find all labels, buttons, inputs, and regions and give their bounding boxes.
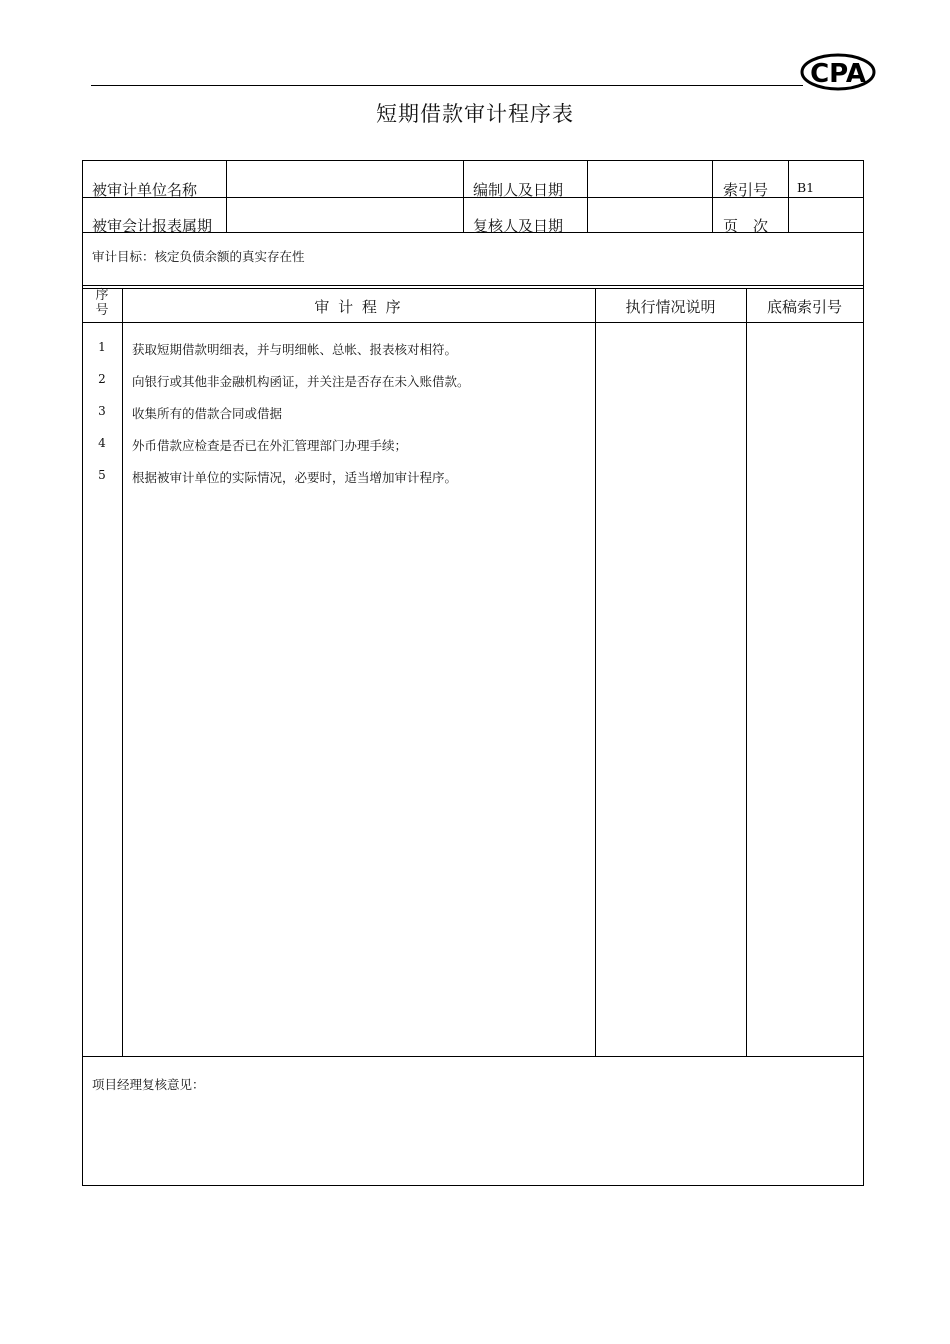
col-divider-procedure [595, 288, 596, 1057]
row-number: 3 [98, 404, 106, 418]
manager-review-label: 项目经理复核意见： [92, 1077, 205, 1092]
svg-text:CPA: CPA [810, 59, 866, 89]
row-number: 2 [98, 372, 106, 386]
header-col-divider-4 [712, 160, 713, 233]
procedure-bottom-divider [82, 1056, 864, 1057]
procedure-step: 根据被审计单位的实际情况，必要时，适当增加审计程序。 [132, 470, 458, 485]
row-number: 1 [98, 340, 106, 354]
header-col-divider-5 [788, 160, 789, 233]
prepared-by-label: 编制人及日期 [473, 181, 564, 199]
col-header-procedure: 审 计 程 序 [314, 298, 403, 316]
header-col-divider-1 [226, 160, 227, 233]
client-name-label: 被审计单位名称 [92, 181, 198, 199]
table-border-bottom [82, 1185, 864, 1186]
col-header-seq-line2: 号 [95, 303, 109, 318]
header-col-divider-3 [587, 160, 588, 233]
index-label: 索引号 [723, 181, 769, 199]
header-col-divider-2 [463, 160, 464, 233]
procedure-step: 外币借款应检查是否已在外汇管理部门办理手续； [132, 438, 408, 453]
audit-objective: 审计目标：核定负债余额的真实存在性 [92, 249, 305, 264]
row-number: 4 [98, 436, 106, 450]
col-header-execution: 执行情况说明 [625, 298, 716, 316]
cpa-logo-icon [800, 52, 876, 92]
period-label: 被审会计报表属期 [92, 217, 213, 235]
page-title: 短期借款审计程序表 [376, 102, 574, 126]
procedure-step: 收集所有的借款合同或借据 [132, 406, 283, 421]
header-rule [91, 85, 803, 86]
row-number: 5 [98, 468, 106, 482]
reviewed-by-label: 复核人及日期 [473, 217, 564, 235]
col-header-ref: 底稿索引号 [766, 298, 842, 316]
procedure-step: 向银行或其他非金融机构函证，并关注是否存在未入账借款。 [132, 374, 470, 389]
col-header-seq-line1: 序 [95, 288, 109, 303]
index-value[interactable]: B1 [797, 180, 815, 195]
col-divider-seq [122, 288, 123, 1057]
col-divider-execution [746, 288, 747, 1057]
table-border-top [82, 160, 864, 161]
col-header-seq [82, 288, 122, 318]
page-label: 页 次 [723, 217, 769, 235]
procedure-step: 获取短期借款明细表，并与明细帐、总帐、报表核对相符。 [132, 342, 458, 357]
table-border-right [863, 160, 864, 1186]
objective-divider [82, 285, 864, 286]
